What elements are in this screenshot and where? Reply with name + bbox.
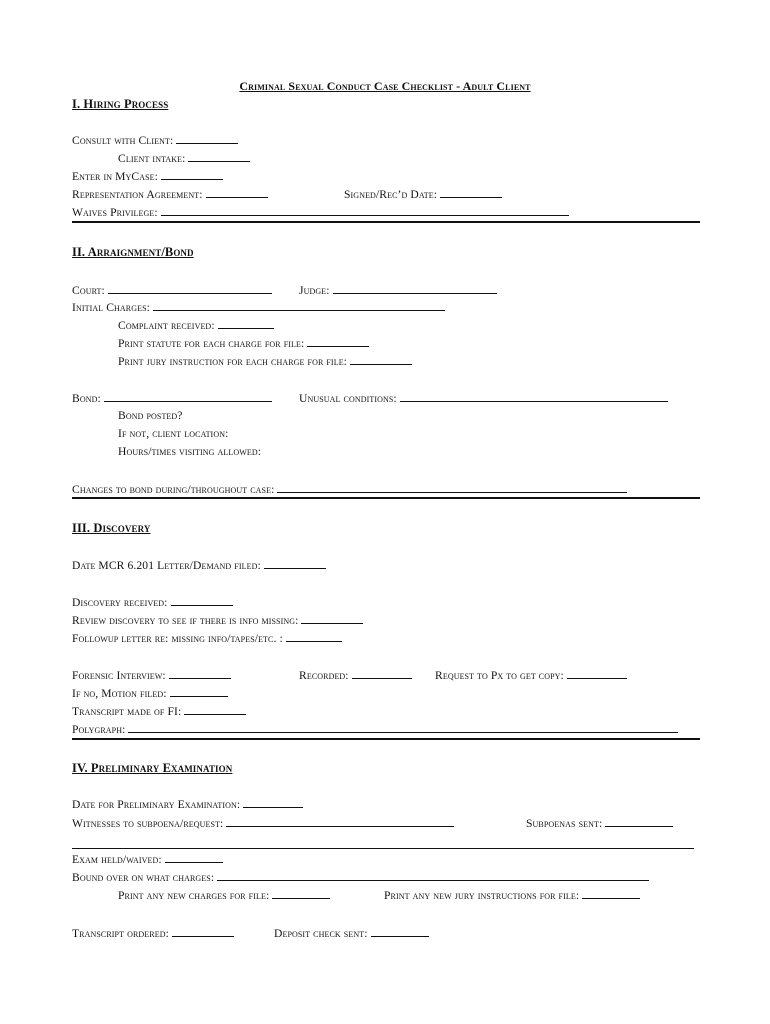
section-divider (72, 497, 700, 499)
witnesses-label: Witnesses to subpoena/request: (72, 817, 224, 830)
transcript-fi-row (72, 704, 246, 719)
witnesses-blank[interactable] (226, 816, 454, 827)
print-new-jury-row (384, 888, 640, 903)
exam-held-label: Exam held/waived: (72, 853, 162, 866)
consult-row (72, 133, 238, 148)
intake-blank[interactable] (188, 151, 250, 162)
date-prelim-label: Date for Preliminary Examination: (72, 798, 241, 811)
court-label: Court: (72, 284, 105, 297)
judge-row (299, 283, 497, 298)
jury-instruction-row (118, 354, 412, 369)
witnesses-continuation-line[interactable] (72, 848, 694, 849)
bond-changes-row (72, 482, 627, 497)
print-new-jury-label: Print any new jury instructions for file: (384, 889, 580, 902)
deposit-check-blank[interactable] (371, 926, 429, 937)
deposit-check-label: Deposit check sent: (274, 927, 368, 940)
court-blank[interactable] (108, 283, 272, 294)
mycase-row (72, 169, 223, 184)
review-blank[interactable] (301, 613, 363, 624)
witnesses-row (72, 816, 454, 831)
polygraph-row (72, 722, 678, 737)
unusual-label: Unusual conditions: (299, 392, 397, 405)
print-new-charges-blank[interactable] (272, 888, 330, 899)
followup-blank[interactable] (286, 631, 342, 642)
transcript-fi-label: Transcript made of FI: (72, 705, 182, 718)
waives-label: Waives Privilege: (72, 206, 158, 219)
recorded-label: Recorded: (299, 669, 349, 682)
intake-label: Client intake: (118, 152, 186, 165)
rep-agreement-blank[interactable] (206, 187, 268, 198)
mcr-row (72, 558, 326, 573)
consult-label: Consult with Client: (72, 134, 174, 147)
transcript-ordered-blank[interactable] (172, 926, 234, 937)
section-hiring-heading: I. Hiring Process (72, 97, 169, 111)
motion-filed-blank[interactable] (170, 686, 228, 697)
bond-changes-label: Changes to bond during/throughout case: (72, 483, 275, 496)
jury-instruction-blank[interactable] (350, 354, 412, 365)
intake-row (118, 151, 250, 166)
followup-row (72, 631, 342, 646)
signed-date-label: Signed/Rec’d Date: (344, 188, 438, 201)
recorded-blank[interactable] (352, 668, 412, 679)
document-title: Criminal Sexual Conduct Case Checklist - Adult Client (239, 79, 531, 93)
visiting-hours: Hours/times visiting allowed: (118, 445, 262, 458)
initial-charges-row (72, 300, 445, 315)
section-divider (72, 221, 700, 223)
forensic-blank[interactable] (169, 668, 231, 679)
subpoenas-sent-row (526, 816, 673, 831)
bound-over-row (72, 870, 649, 885)
client-location: If not, client location: (118, 427, 229, 440)
jury-instruction-label: Print jury instruction for each charge for file: (118, 355, 347, 368)
polygraph-label: Polygraph: (72, 723, 126, 736)
exam-held-blank[interactable] (165, 852, 223, 863)
review-row (72, 613, 363, 628)
followup-label: Followup letter re: missing info/tapes/etc. : (72, 632, 283, 645)
polygraph-blank[interactable] (128, 722, 678, 733)
bond-changes-blank[interactable] (277, 482, 627, 493)
statute-blank[interactable] (307, 336, 369, 347)
bond-row (72, 391, 272, 406)
unusual-row (299, 391, 668, 406)
complaint-label: Complaint received: (118, 319, 215, 332)
recorded-row (299, 668, 412, 683)
transcript-ordered-label: Transcript ordered: (72, 927, 169, 940)
judge-label: Judge: (299, 284, 330, 297)
discovery-received-blank[interactable] (171, 595, 233, 606)
rep-agreement-label: Representation Agreement: (72, 188, 203, 201)
bound-over-label: Bound over on what charges: (72, 871, 215, 884)
initial-charges-blank[interactable] (153, 300, 445, 311)
bond-posted: Bond posted? (118, 409, 183, 422)
date-prelim-row (72, 797, 303, 812)
motion-filed-row (72, 686, 228, 701)
date-prelim-blank[interactable] (243, 797, 303, 808)
bond-blank[interactable] (104, 391, 272, 402)
motion-filed-label: If no, Motion filed: (72, 687, 167, 700)
rep-agreement-row (72, 187, 268, 202)
court-row (72, 283, 272, 298)
mcr-blank[interactable] (264, 558, 326, 569)
exam-held-row (72, 852, 223, 867)
unusual-blank[interactable] (400, 391, 668, 402)
signed-date-blank[interactable] (440, 187, 502, 198)
section-divider (72, 738, 700, 740)
complaint-blank[interactable] (218, 318, 274, 329)
section-prelim-heading: IV. Preliminary Examination (72, 761, 233, 775)
request-px-label: Request to Px to get copy: (435, 669, 564, 682)
print-new-charges-row (118, 888, 330, 903)
mycase-label: Enter in MyCase: (72, 170, 158, 183)
forensic-label: Forensic Interview: (72, 669, 166, 682)
section-arraignment-heading: II. Arraignment/Bond (72, 245, 194, 259)
request-px-row (435, 668, 627, 683)
print-new-charges-label: Print any new charges for file: (118, 889, 270, 902)
discovery-received-row (72, 595, 233, 610)
transcript-fi-blank[interactable] (184, 704, 246, 715)
section-discovery-heading: III. Discovery (72, 521, 151, 535)
mcr-label: Date MCR 6.201 Letter/Demand filed: (72, 559, 261, 572)
complaint-row (118, 318, 274, 333)
forensic-row (72, 668, 231, 683)
transcript-ordered-row (72, 926, 234, 941)
statute-row (118, 336, 369, 351)
waives-row (72, 205, 569, 220)
deposit-check-row (274, 926, 429, 941)
subpoenas-sent-label: Subpoenas sent: (526, 817, 603, 830)
review-label: Review discovery to see if there is info missing: (72, 614, 299, 627)
initial-charges-label: Initial Charges: (72, 301, 150, 314)
bound-over-blank[interactable] (217, 870, 649, 881)
subpoenas-sent-blank[interactable] (605, 816, 673, 827)
bond-label: Bond: (72, 392, 101, 405)
consult-blank[interactable] (176, 133, 238, 144)
waives-blank[interactable] (161, 205, 569, 216)
signed-date-row (344, 187, 502, 202)
mycase-blank[interactable] (161, 169, 223, 180)
request-px-blank[interactable] (567, 668, 627, 679)
print-new-jury-blank[interactable] (582, 888, 640, 899)
judge-blank[interactable] (333, 283, 497, 294)
statute-label: Print statute for each charge for file: (118, 337, 305, 350)
discovery-received-label: Discovery received: (72, 596, 168, 609)
